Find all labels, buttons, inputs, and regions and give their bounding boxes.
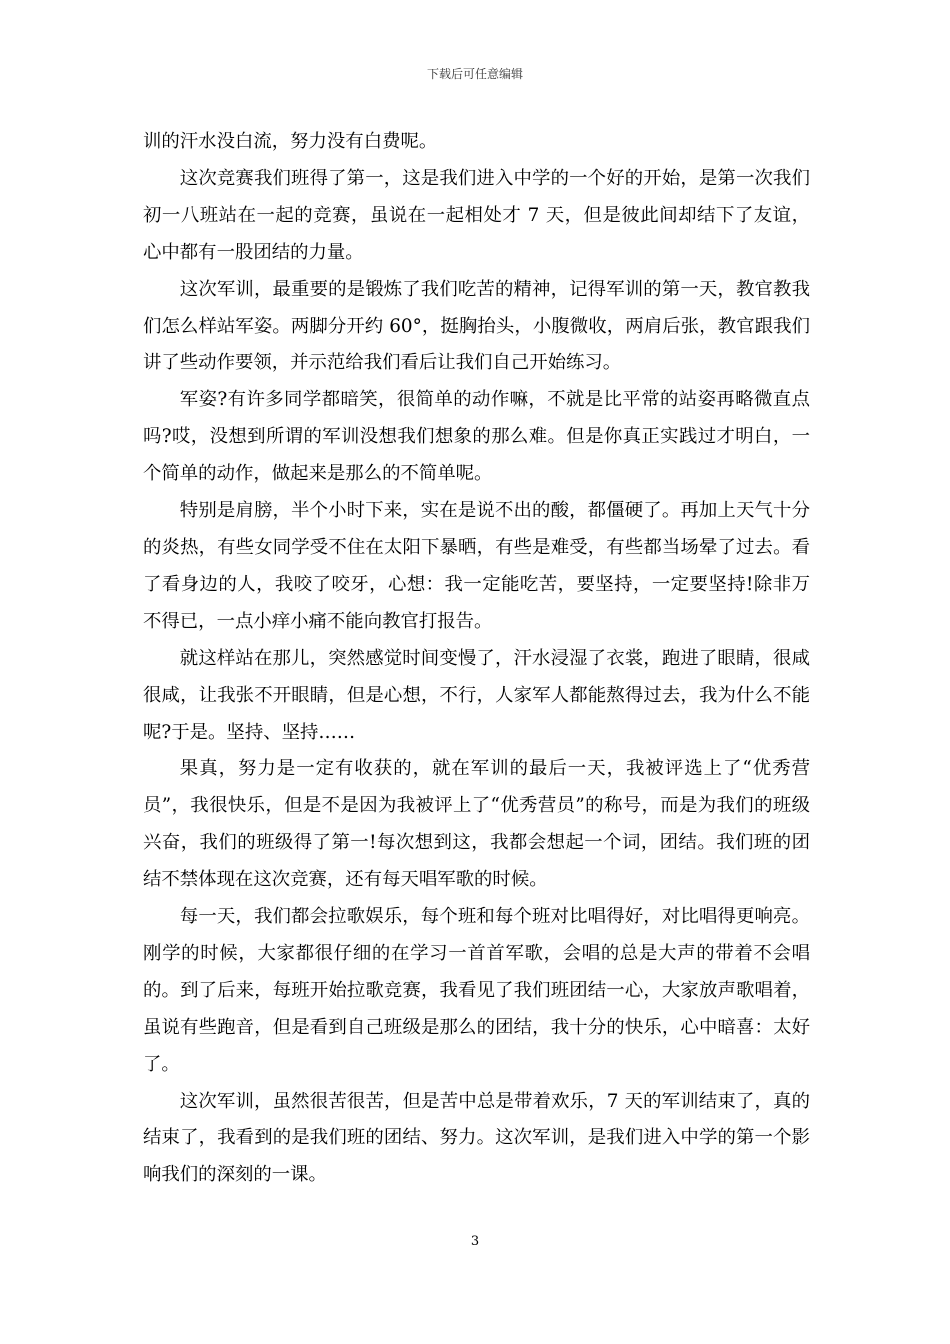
paragraph-9: 这次军训，虽然很苦很苦，但是苦中总是带着欢乐，7 天的军训结束了，真的结束了，我看到的是我们班的团结、努力。这次军训，是我们进入中学的第一个影响我们的深刻的一课。 [143,1090,810,1186]
paragraph-5: 特别是肩膀，半个小时下来，实在是说不出的酸，都僵硬了。再加上天气十分的炎热，有些女同学受不住在太阳下暴晒，有些是难受，有些都当场晕了过去。看了看身边的人，我咬了咬牙，心想：我一定能吃苦，要坚持，一定要坚持!除非万不得已，一点小痒小痛不能向教官打报告。 [143,500,810,632]
document-body [143,124,810,1194]
paragraph-4: 军姿?有许多同学都暗笑，很简单的动作嘛，不就是比平常的站姿再略微直点吗?哎，没想到所谓的军训没想我们想象的那么难。但是你真正实践过才明白，一个简单的动作，做起来是那么的不简单呢。 [143,389,810,485]
page-number: 3 [470,1234,480,1249]
page-header: 下载后可任意编辑 [426,67,523,81]
paragraph-6: 就这样站在那儿，突然感觉时间变慢了，汗水浸湿了衣裳，跑进了眼睛，很咸很咸，让我张不开眼睛，但是心想，不行，人家军人都能熬得过去，我为什么不能呢?于是。坚持、坚持…… [143,647,810,743]
paragraph-3: 这次军训，最重要的是锻炼了我们吃苦的精神，记得军训的第一天，教官教我们怎么样站军姿。两脚分开约 60°，挺胸抬头，小腹微收，两肩后张，教官跟我们讲了些动作要领，并示范给我们看后让我们自己开始练习。 [143,278,810,374]
paragraph-7: 果真，努力是一定有收获的，就在军训的最后一天，我被评选上了“优秀营员”，我很快乐，但是不是因为我被评上了“优秀营员”的称号，而是为我们的班级兴奋，我们的班级得了第一!每次想到这，我都会想起一个词，团结。我们班的团结不禁体现在这次竞赛，还有每天唱军歌的时候。 [143,758,810,891]
paragraph-2: 这次竞赛我们班得了第一，这是我们进入中学的一个好的开始，是第一次我们初一八班站在一起的竞赛，虽说在一起相处才 7 天，但是彼此间却结下了友谊，心中都有一股团结的力量。 [143,167,810,263]
paragraph-8: 每一天，我们都会拉歌娱乐，每个班和每个班对比唱得好，对比唱得更响亮。刚学的时候，大家都很仔细的在学习一首首军歌，会唱的总是大声的带着不会唱的。到了后来，每班开始拉歌竞赛，我看见了我们班团结一心，大家放声歌唱着，虽说有些跑音，但是看到自己班级是那么的团结，我十分的快乐，心中暗喜：太好了。 [143,906,810,1075]
paragraph-1: 训的汗水没白流，努力没有白费呢。 [143,131,438,152]
